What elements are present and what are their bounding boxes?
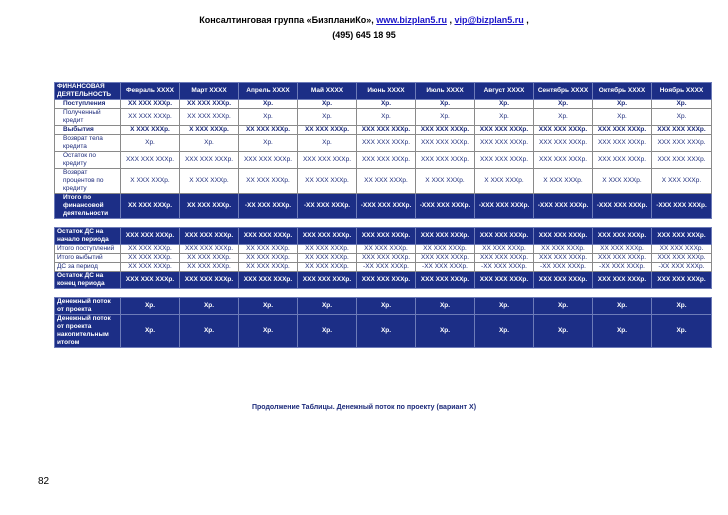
email-link[interactable]: vip@bizplan5.ru — [454, 15, 524, 25]
table-cell: X XXX XXXр. — [180, 169, 239, 194]
table-cell: Xр. — [652, 315, 712, 348]
table-cell: -XX XXX XXXр. — [475, 263, 534, 272]
page-number: 82 — [38, 476, 50, 487]
table-cell: X XXX XXXр. — [121, 126, 180, 135]
table-cell: XXX XXX XXXр. — [652, 126, 712, 135]
column-header-month: Сентябрь XXXX — [534, 83, 593, 100]
table-row — [55, 298, 712, 315]
column-header-month: Апрель XXXX — [239, 83, 298, 100]
table-row — [55, 245, 712, 254]
table-cell: XX XXX XXXр. — [180, 109, 239, 126]
table-cell: -XX XXX XXXр. — [239, 194, 298, 219]
table-cell: Xр. — [239, 135, 298, 152]
table-cell: XXX XXX XXXр. — [593, 228, 652, 245]
row-label: Выбытия — [55, 126, 121, 135]
row-label: Итого по финансовой деятельности — [55, 194, 121, 219]
table-cell: XX XXX XXXр. — [180, 194, 239, 219]
table-spacer — [55, 219, 712, 228]
table-cell: Xр. — [357, 100, 416, 109]
table-cell: XX XXX XXXр. — [121, 245, 180, 254]
table-cell: XX XXX XXXр. — [416, 245, 475, 254]
table-cell: XX XXX XXXр. — [180, 100, 239, 109]
table-cell: -XXX XXX XXXр. — [475, 194, 534, 219]
table-cell: Xр. — [180, 315, 239, 348]
table-cell: XXX XXX XXXр. — [357, 228, 416, 245]
column-header-label: ФИНАНСОВАЯ ДЕЯТЕЛЬНОСТЬ — [55, 83, 121, 100]
table-cell: XXX XXX XXXр. — [180, 245, 239, 254]
table-cell: XX XXX XXXр. — [239, 263, 298, 272]
table-cell: Xр. — [121, 315, 180, 348]
table-caption: Продолжение Таблицы. Денежный поток по проекту (вариант X) — [251, 404, 477, 411]
table-header-row — [55, 83, 712, 100]
table-cell: XXX XXX XXXр. — [298, 272, 357, 289]
table-cell: Xр. — [298, 109, 357, 126]
table-cell: -XX XXX XXXр. — [534, 263, 593, 272]
table-cell: Xр. — [593, 109, 652, 126]
table-cell: X XXX XXXр. — [475, 169, 534, 194]
spacer-cell — [55, 289, 712, 298]
table-cell: XX XXX XXXр. — [239, 254, 298, 263]
table-cell: XX XXX XXXр. — [593, 245, 652, 254]
table-cell: XXX XXX XXXр. — [475, 228, 534, 245]
row-label: Остаток по кредиту — [55, 152, 121, 169]
table-cell: Xр. — [475, 100, 534, 109]
table-row — [55, 254, 712, 263]
table-cell: Xр. — [357, 298, 416, 315]
table-cell: XXX XXX XXXр. — [239, 228, 298, 245]
table-cell: X XXX XXXр. — [180, 126, 239, 135]
table-cell: XX XXX XXXр. — [121, 194, 180, 219]
table-cell: XXX XXX XXXр. — [180, 152, 239, 169]
table-cell: Xр. — [475, 298, 534, 315]
table-cell: -XX XXX XXXр. — [593, 263, 652, 272]
table-cell: XXX XXX XXXр. — [298, 152, 357, 169]
phone-number: (495) 645 18 95 — [332, 30, 396, 40]
table-cell: Xр. — [416, 315, 475, 348]
table-cell: Xр. — [416, 100, 475, 109]
table-cell: -XX XXX XXXр. — [652, 263, 712, 272]
header-suffix: , — [523, 15, 529, 25]
table-row — [55, 194, 712, 219]
table-cell: XXX XXX XXXр. — [534, 135, 593, 152]
column-header-month: Март XXXX — [180, 83, 239, 100]
table-cell: XXX XXX XXXр. — [416, 135, 475, 152]
table-cell: XXX XXX XXXр. — [180, 228, 239, 245]
table-cell: Xр. — [652, 109, 712, 126]
table-cell: XXX XXX XXXр. — [180, 272, 239, 289]
spacer-cell — [55, 219, 712, 228]
table-cell: Xр. — [475, 315, 534, 348]
table-row — [55, 135, 712, 152]
table-cell: XX XXX XXXр. — [180, 263, 239, 272]
row-label: Денежный поток от проекта — [55, 298, 121, 315]
table-cell: XXX XXX XXXр. — [239, 272, 298, 289]
table-cell: Xр. — [239, 109, 298, 126]
table-cell: XX XXX XXXр. — [357, 169, 416, 194]
column-header-month: Май XXXX — [298, 83, 357, 100]
row-label: Поступления — [55, 100, 121, 109]
site-link[interactable]: www.bizplan5.ru — [376, 15, 447, 25]
table-cell: Xр. — [652, 298, 712, 315]
table-cell: XXX XXX XXXр. — [652, 135, 712, 152]
table-cell: Xр. — [534, 100, 593, 109]
table-cell: XX XXX XXXр. — [298, 126, 357, 135]
table-cell: X XXX XXXр. — [652, 169, 712, 194]
table-cell: Xр. — [534, 315, 593, 348]
table-cell: -XXX XXX XXXр. — [652, 194, 712, 219]
table-cell: XXX XXX XXXр. — [416, 272, 475, 289]
table-cell: XXX XXX XXXр. — [121, 228, 180, 245]
table-cell: XX XXX XXXр. — [239, 169, 298, 194]
table-cell: XX XXX XXXр. — [180, 254, 239, 263]
row-label: Итого поступлений — [55, 245, 121, 254]
row-label: Денежный поток от проекта накопительным итогом — [55, 315, 121, 348]
table-cell: Xр. — [298, 135, 357, 152]
row-label: Полученный кредит — [55, 109, 121, 126]
table-cell: X XXX XXXр. — [416, 169, 475, 194]
table-cell: XX XXX XXXр. — [298, 169, 357, 194]
table-cell: -XXX XXX XXXр. — [593, 194, 652, 219]
table-row — [55, 152, 712, 169]
cash-flow-table — [54, 82, 712, 348]
table-cell: Xр. — [121, 135, 180, 152]
table-cell: XX XXX XXXр. — [121, 254, 180, 263]
table-cell: XXX XXX XXXр. — [475, 272, 534, 289]
table-cell: XXX XXX XXXр. — [534, 254, 593, 263]
table-cell: Xр. — [416, 298, 475, 315]
table-row — [55, 169, 712, 194]
table-row — [55, 315, 712, 348]
table-cell: XXX XXX XXXр. — [475, 254, 534, 263]
table-cell: XX XXX XXXр. — [475, 245, 534, 254]
table-cell: XXX XXX XXXр. — [357, 254, 416, 263]
table-cell: Xр. — [239, 298, 298, 315]
table-cell: XXX XXX XXXр. — [416, 228, 475, 245]
separator: , — [446, 15, 455, 25]
table-cell: XXX XXX XXXр. — [652, 228, 712, 245]
table-cell: XXX XXX XXXр. — [652, 272, 712, 289]
table-cell: -XXX XXX XXXр. — [416, 194, 475, 219]
table-cell: XXX XXX XXXр. — [416, 254, 475, 263]
table-cell: -XX XXX XXXр. — [357, 263, 416, 272]
table-cell: Xр. — [298, 298, 357, 315]
table-cell: XX XXX XXXр. — [121, 109, 180, 126]
table-row — [55, 109, 712, 126]
table-cell: XXX XXX XXXр. — [121, 152, 180, 169]
table-cell: XXX XXX XXXр. — [475, 126, 534, 135]
table-cell: -XXX XXX XXXр. — [357, 194, 416, 219]
table-cell: XXX XXX XXXр. — [593, 126, 652, 135]
table-cell: XXX XXX XXXр. — [121, 272, 180, 289]
table-cell: XX XXX XXXр. — [298, 245, 357, 254]
table-cell: XXX XXX XXXр. — [357, 135, 416, 152]
table-cell: XXX XXX XXXр. — [357, 272, 416, 289]
table-cell: Xр. — [416, 109, 475, 126]
table-cell: XXX XXX XXXр. — [239, 152, 298, 169]
table-cell: XX XXX XXXр. — [239, 126, 298, 135]
table-cell: XXX XXX XXXр. — [593, 272, 652, 289]
row-label: Итого выбытий — [55, 254, 121, 263]
column-header-month: Ноябрь XXXX — [652, 83, 712, 100]
table-cell: Xр. — [357, 109, 416, 126]
table-cell: XX XXX XXXр. — [298, 254, 357, 263]
table-cell: X XXX XXXр. — [593, 169, 652, 194]
table-cell: XXX XXX XXXр. — [416, 126, 475, 135]
table-cell: XXX XXX XXXр. — [534, 272, 593, 289]
table-cell: Xр. — [298, 315, 357, 348]
table-cell: Xр. — [475, 109, 534, 126]
table-cell: Xр. — [357, 315, 416, 348]
table-cell: XXX XXX XXXр. — [357, 126, 416, 135]
table-cell: -XXX XXX XXXр. — [534, 194, 593, 219]
column-header-month: Октябрь XXXX — [593, 83, 652, 100]
table-cell: Xр. — [239, 315, 298, 348]
table-cell: XXX XXX XXXр. — [593, 152, 652, 169]
table-cell: XXX XXX XXXр. — [416, 152, 475, 169]
table-cell: XXX XXX XXXр. — [534, 228, 593, 245]
table-cell: XXX XXX XXXр. — [534, 126, 593, 135]
header-line-1 — [0, 15, 728, 25]
table-cell: XXX XXX XXXр. — [357, 152, 416, 169]
table-row — [55, 263, 712, 272]
table-cell: XX XXX XXXр. — [534, 245, 593, 254]
table-cell: X XXX XXXр. — [121, 169, 180, 194]
row-label: Остаток ДС на конец периода — [55, 272, 121, 289]
row-label: ДС за период — [55, 263, 121, 272]
company-text: Консалтинговая группа «БизпланиКо», — [199, 15, 377, 25]
row-label: Остаток ДС на начало периода — [55, 228, 121, 245]
table-cell: X XXX XXXр. — [534, 169, 593, 194]
column-header-month: Февраль XXXX — [121, 83, 180, 100]
table-cell: XXX XXX XXXр. — [298, 228, 357, 245]
table-cell: -XX XXX XXXр. — [298, 194, 357, 219]
column-header-month: Август XXXX — [475, 83, 534, 100]
table-cell: XX XXX XXXр. — [652, 245, 712, 254]
column-header-month: Июнь XXXX — [357, 83, 416, 100]
table-cell: XX XXX XXXр. — [121, 100, 180, 109]
table-cell: Xр. — [180, 298, 239, 315]
table-cell: Xр. — [534, 109, 593, 126]
table-spacer — [55, 289, 712, 298]
table-cell: Xр. — [239, 100, 298, 109]
table-cell: XXX XXX XXXр. — [475, 152, 534, 169]
row-label: Возврат процентов по кредиту — [55, 169, 121, 194]
table-cell: Xр. — [652, 100, 712, 109]
table-row — [55, 228, 712, 245]
table-cell: Xр. — [534, 298, 593, 315]
table-row — [55, 272, 712, 289]
table-row — [55, 126, 712, 135]
table-cell: XX XXX XXXр. — [121, 263, 180, 272]
table-cell: Xр. — [593, 298, 652, 315]
table-cell: XXX XXX XXXр. — [593, 254, 652, 263]
table-cell: Xр. — [298, 100, 357, 109]
table-cell: XX XXX XXXр. — [298, 263, 357, 272]
table-cell: Xр. — [593, 315, 652, 348]
table-cell: XXX XXX XXXр. — [652, 254, 712, 263]
table-cell: Xр. — [180, 135, 239, 152]
row-label: Возврат тела кредита — [55, 135, 121, 152]
table-cell: XX XXX XXXр. — [357, 245, 416, 254]
table-cell: XXX XXX XXXр. — [475, 135, 534, 152]
column-header-month: Июль XXXX — [416, 83, 475, 100]
table-row — [55, 100, 712, 109]
table-cell: XXX XXX XXXр. — [593, 135, 652, 152]
table-cell: Xр. — [121, 298, 180, 315]
table-cell: XXX XXX XXXр. — [652, 152, 712, 169]
table-cell: XX XXX XXXр. — [239, 245, 298, 254]
table-cell: XXX XXX XXXр. — [534, 152, 593, 169]
table-cell: -XX XXX XXXр. — [416, 263, 475, 272]
table-body — [55, 100, 712, 348]
table-cell: Xр. — [593, 100, 652, 109]
